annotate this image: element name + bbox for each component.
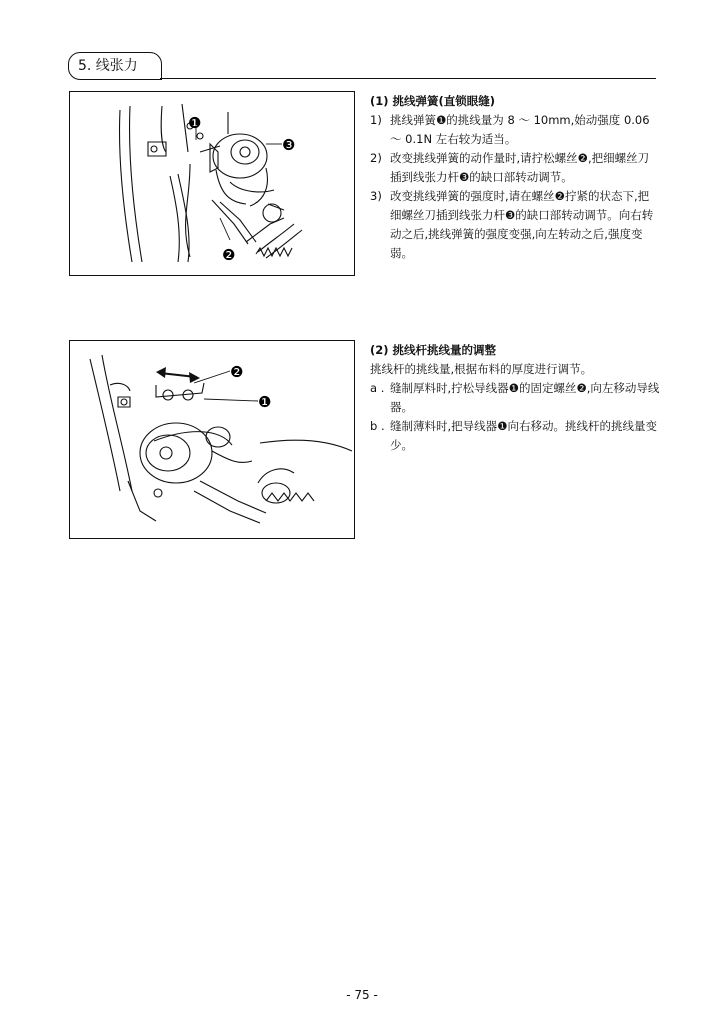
list-item	[370, 379, 660, 417]
item-marker: 3)	[370, 189, 382, 203]
label-3-fig1: ❸	[282, 136, 296, 154]
label-1-fig1: ❶	[188, 114, 202, 132]
section-title: 5. 线张力	[68, 52, 162, 80]
header-rule	[160, 78, 656, 79]
item-text: 缝制厚料时,拧松导线器❶的固定螺丝❷,向左移动导线器。	[390, 381, 660, 414]
section-take-up-lever	[370, 341, 660, 455]
label-2-fig2: ❷	[230, 363, 244, 381]
figure-2-drawing	[70, 341, 354, 538]
page-number: - 75 -	[346, 988, 378, 1002]
section-take-up-spring	[370, 92, 660, 263]
label-2-fig1: ❷	[222, 246, 236, 264]
item-text: 缝制薄料时,把导线器❶向右移动。挑线杆的挑线量变少。	[390, 419, 657, 452]
list-item	[370, 149, 660, 187]
list-item	[370, 111, 660, 149]
item-text: 挑线弹簧❶的挑线量为 8 ～ 10mm,始动强度 0.06 ～ 0.1N 左右较为适当。	[390, 113, 650, 146]
label-1-fig2: ❶	[258, 393, 272, 411]
item-marker: a .	[370, 381, 385, 395]
item-text: 改变挑线弹簧的强度时,请在螺丝❷拧紧的状态下,把细螺丝刀插到线张力杆❸的缺口部转动调节。向右转动之后,挑线弹簧的强度变强,向左转动之后,强度变弱。	[390, 189, 654, 260]
figure-thread-guide-adjustment	[69, 340, 355, 539]
item-marker: 1)	[370, 113, 382, 127]
item-marker: b .	[370, 419, 385, 433]
list-item	[370, 187, 660, 263]
list-item	[370, 417, 660, 455]
item-marker: 2)	[370, 151, 382, 165]
figure-thread-take-up-spring	[69, 91, 355, 276]
figure-1-drawing	[70, 92, 354, 275]
intro-text: 挑线杆的挑线量,根据布料的厚度进行调节。	[370, 362, 593, 376]
subsection-title-1: (1) 挑线弹簧(直锁眼缝)	[370, 94, 496, 108]
subsection-title-2: (2) 挑线杆挑线量的调整	[370, 343, 497, 357]
item-text: 改变挑线弹簧的动作量时,请拧松螺丝❷,把细螺丝刀插到线张力杆❸的缺口部转动调节。	[390, 151, 650, 184]
